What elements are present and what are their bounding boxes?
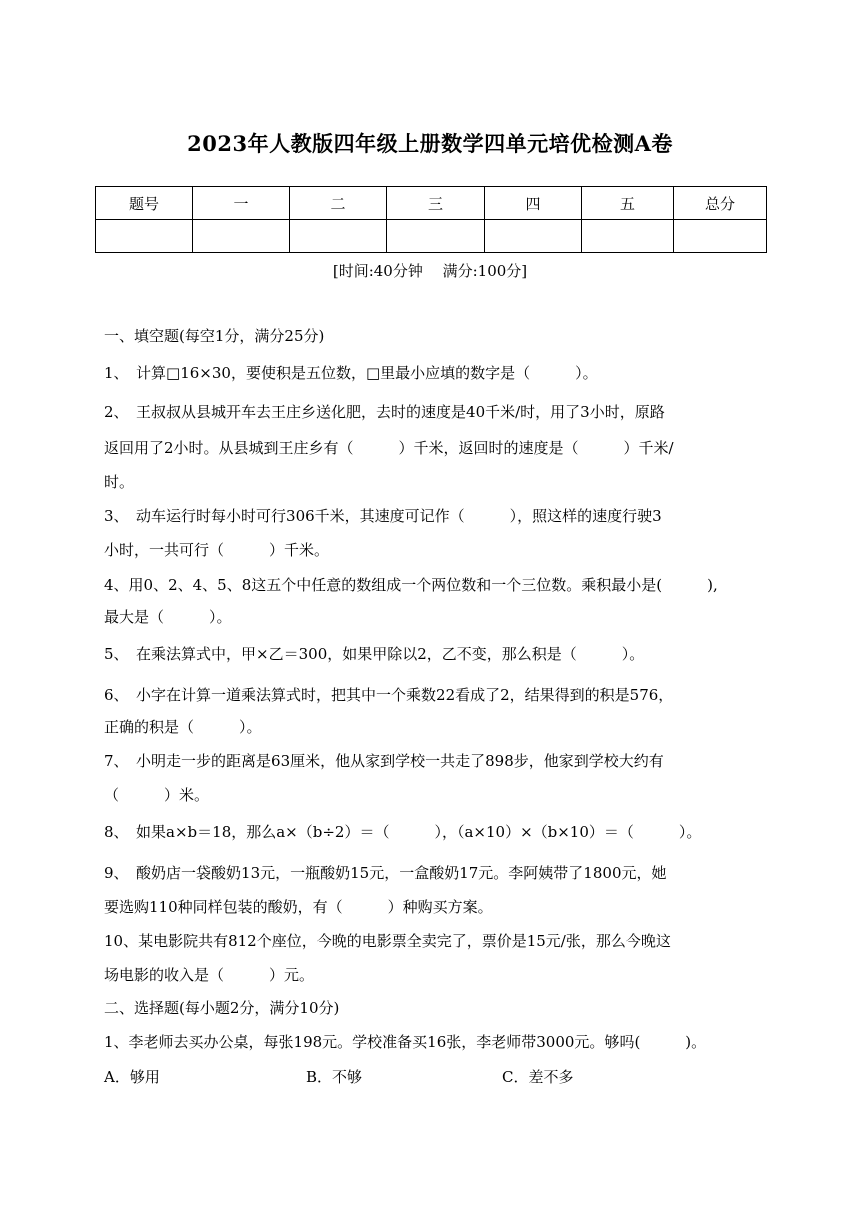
option-b[interactable]: B．不够 (306, 1068, 363, 1086)
score-table (95, 186, 767, 253)
header-cell: 题号 (96, 187, 193, 220)
score-cell[interactable] (290, 220, 387, 253)
score-cell[interactable] (485, 220, 582, 253)
score-table-value-row (96, 220, 767, 253)
option-c[interactable]: C．差不多 (502, 1068, 574, 1086)
header-cell: 五 (582, 187, 674, 220)
question-line: 8、 如果a×b＝18，那么a×（b÷2）＝（ ），（a×10）×（b×10）＝（ ）。 (104, 823, 702, 841)
question-line: 正确的积是（ ）。 (104, 718, 262, 736)
question-line: 场电影的收入是（ ）元。 (104, 966, 315, 984)
section-heading: 二、选择题(每小题2分，满分10分) (104, 999, 340, 1017)
score-table-header-row (96, 187, 767, 220)
header-cell: 一 (193, 187, 290, 220)
question-line: 3、 动车运行时每小时可行306千米，其速度可记作（ ），照这样的速度行驶3 (104, 507, 662, 525)
exam-info: [时间:40分钟 满分:100分] (332, 262, 528, 280)
question-line: 要选购110种同样包装的酸奶，有（ ）种购买方案。 (104, 898, 493, 916)
question-line: 最大是（ ）。 (104, 608, 232, 626)
question-line: （ ）米。 (104, 786, 210, 804)
page-title: 2023年人教版四年级上册数学四单元培优检测A卷 (187, 131, 673, 156)
score-cell[interactable] (193, 220, 290, 253)
question-line: 6、 小字在计算一道乘法算式时，把其中一个乘数22看成了2，结果得到的积是576， (104, 686, 674, 704)
question-line: 4、用0、2、4、5、8这五个中任意的数组成一个两位数和一个三位数。乘积最小是( ), (104, 576, 718, 594)
header-cell: 三 (387, 187, 485, 220)
question-line: 5、 在乘法算式中，甲×乙＝300，如果甲除以2，乙不变，那么积是（ ）。 (104, 645, 645, 663)
question-line: 9、 酸奶店一袋酸奶13元，一瓶酸奶15元，一盒酸奶17元。李阿姨带了1800元，她 (104, 864, 667, 882)
question-line: 返回用了2小时。从县城到王庄乡有（ ）千米，返回时的速度是（ ）千米/ (104, 439, 674, 457)
option-a[interactable]: A．够用 (104, 1068, 160, 1086)
question-line: 7、 小明走一步的距离是63厘米，他从家到学校一共走了898步，他家到学校大约有 (104, 752, 664, 770)
question-line: 1、 计算□16×30，要使积是五位数，□里最小应填的数字是（ ）。 (104, 364, 598, 382)
question-line: 2、 王叔叔从县城开车去王庄乡送化肥，去时的速度是40千米/时，用了3小时，原路 (104, 403, 665, 421)
score-cell[interactable] (387, 220, 485, 253)
question-line: 小时，一共可行（ ）千米。 (104, 541, 330, 559)
header-cell: 总分 (674, 187, 767, 220)
question-line: 时。 (104, 473, 135, 491)
question-line: 10、某电影院共有812个座位，今晚的电影票全卖完了，票价是15元/张，那么今晚这 (104, 932, 671, 950)
header-cell: 四 (485, 187, 582, 220)
header-cell: 二 (290, 187, 387, 220)
section-heading: 一、填空题(每空1分，满分25分) (104, 327, 325, 345)
score-cell[interactable] (96, 220, 193, 253)
score-cell[interactable] (582, 220, 674, 253)
score-cell[interactable] (674, 220, 767, 253)
question-line: 1、李老师去买办公桌，每张198元。学校准备买16张，李老师带3000元。够吗( )。 (104, 1033, 707, 1051)
